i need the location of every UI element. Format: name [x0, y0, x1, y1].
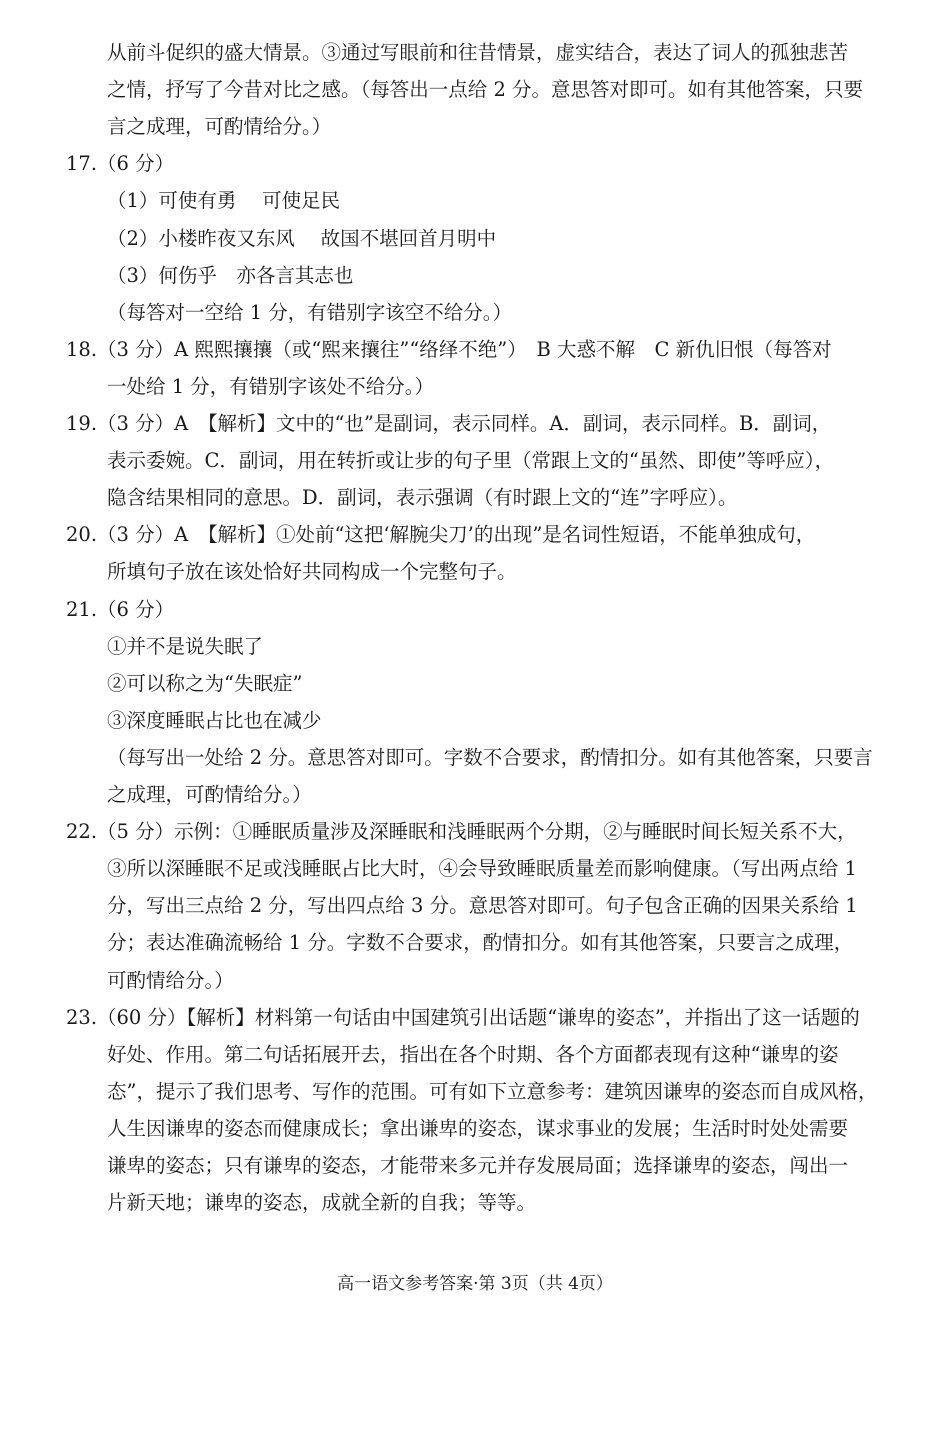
text-line: 之成理，可酌情给分。）	[107, 783, 312, 806]
text-line: 片新天地；谦卑的姿态，成就全新的自我；等等。	[107, 1191, 537, 1214]
text-line: （每写出一处给 2 分。意思答对即可。字数不合要求，酌情扣分。如有其他答案，只要言	[107, 746, 873, 769]
text-line: 人生因谦卑的姿态而健康成长；拿出谦卑的姿态，谋求事业的发展；生活时时处处需要	[107, 1117, 849, 1140]
text-line: 之情，抒写了今昔对比之感。（每答出一点给 2 分。意思答对即可。如有其他答案，只要	[107, 78, 864, 101]
text-line: （2）小楼昨夜又东风 故国不堪回首月明中	[107, 227, 497, 250]
text-line: ③所以深睡眠不足或浅睡眠占比大时，④会导致睡眠质量差而影响健康。（写出两点给 1	[107, 857, 857, 880]
text-line: ②可以称之为“失眠症”	[107, 672, 303, 695]
question-line: 17.（6 分）	[66, 152, 175, 175]
question-line: 23.（60 分）【解析】材料第一句话由中国建筑引出话题“谦卑的姿态”，并指出了这一话题的	[66, 1006, 860, 1029]
text-line: 言之成理，可酌情给分。）	[107, 115, 332, 138]
text-line: （1）可使有勇 可使足民	[107, 189, 341, 212]
text-line: 谦卑的姿态；只有谦卑的姿态，才能带来多元并存发展局面；选择谦卑的姿态，闯出一	[107, 1154, 849, 1177]
text-line: （3）何伤乎 亦各言其志也	[107, 264, 354, 287]
question-line: 22.（5 分）示例：①睡眠质量涉及深睡眠和浅睡眠两个分期，②与睡眠时间长短关系不大，	[66, 820, 857, 843]
text-line: （每答对一空给 1 分，有错别字该空不给分。）	[107, 301, 513, 324]
text-line: 所填句子放在该处恰好共同构成一个完整句子。	[107, 560, 517, 583]
text-line: 隐含结果相同的意思。D．副词，表示强调（有时跟上文的“连”字呼应）。	[107, 486, 738, 509]
text-line: 可酌情给分。）	[107, 969, 234, 992]
text-line: 从前斗促织的盛大情景。③通过写眼前和往昔情景，虚实结合，表达了词人的孤独悲苦	[107, 41, 849, 64]
question-line: 19.（3 分）A 【解析】文中的“也”是副词，表示同样。A．副词，表示同样。B．副词，	[66, 412, 832, 435]
question-line: 21.（6 分）	[66, 598, 175, 621]
text-line: 分；表达准确流畅给 1 分。字数不合要求，酌情扣分。如有其他答案，只要言之成理，	[107, 931, 854, 954]
text-line: 分，写出三点给 2 分，写出四点给 3 分。意思答对即可。句子包含正确的因果关系给 1	[107, 894, 858, 917]
text-line: 好处、作用。第二句话拓展开去，指出在各个时期、各个方面都表现有这种“谦卑的姿	[107, 1043, 839, 1066]
page-footer: 高一语文参考答案·第 3页（共 4页）	[337, 1274, 613, 1294]
text-line: 表示委婉。C．副词，用在转折或让步的句子里（常跟上文的“虽然、即使”等呼应），	[107, 449, 835, 472]
text-line: 一处给 1 分，有错别字该处不给分。）	[107, 375, 435, 398]
question-line: 20.（3 分）A 【解析】①处前“这把‘解腕尖刀’的出现”是名词性短语，不能单独成句，	[66, 523, 816, 546]
text-line: 态”，提示了我们思考、写作的范围。可有如下立意参考：建筑因谦卑的姿态而自成风格，	[107, 1080, 878, 1103]
text-line: ③深度睡眠占比也在减少	[107, 709, 322, 732]
text-line: ①并不是说失眠了	[107, 635, 264, 658]
question-line: 18.（3 分）A 熙熙攘攘（或“熙来攘往”“络绎不绝”） B 大惑不解 C 新仇旧恨（每答对	[66, 338, 832, 361]
